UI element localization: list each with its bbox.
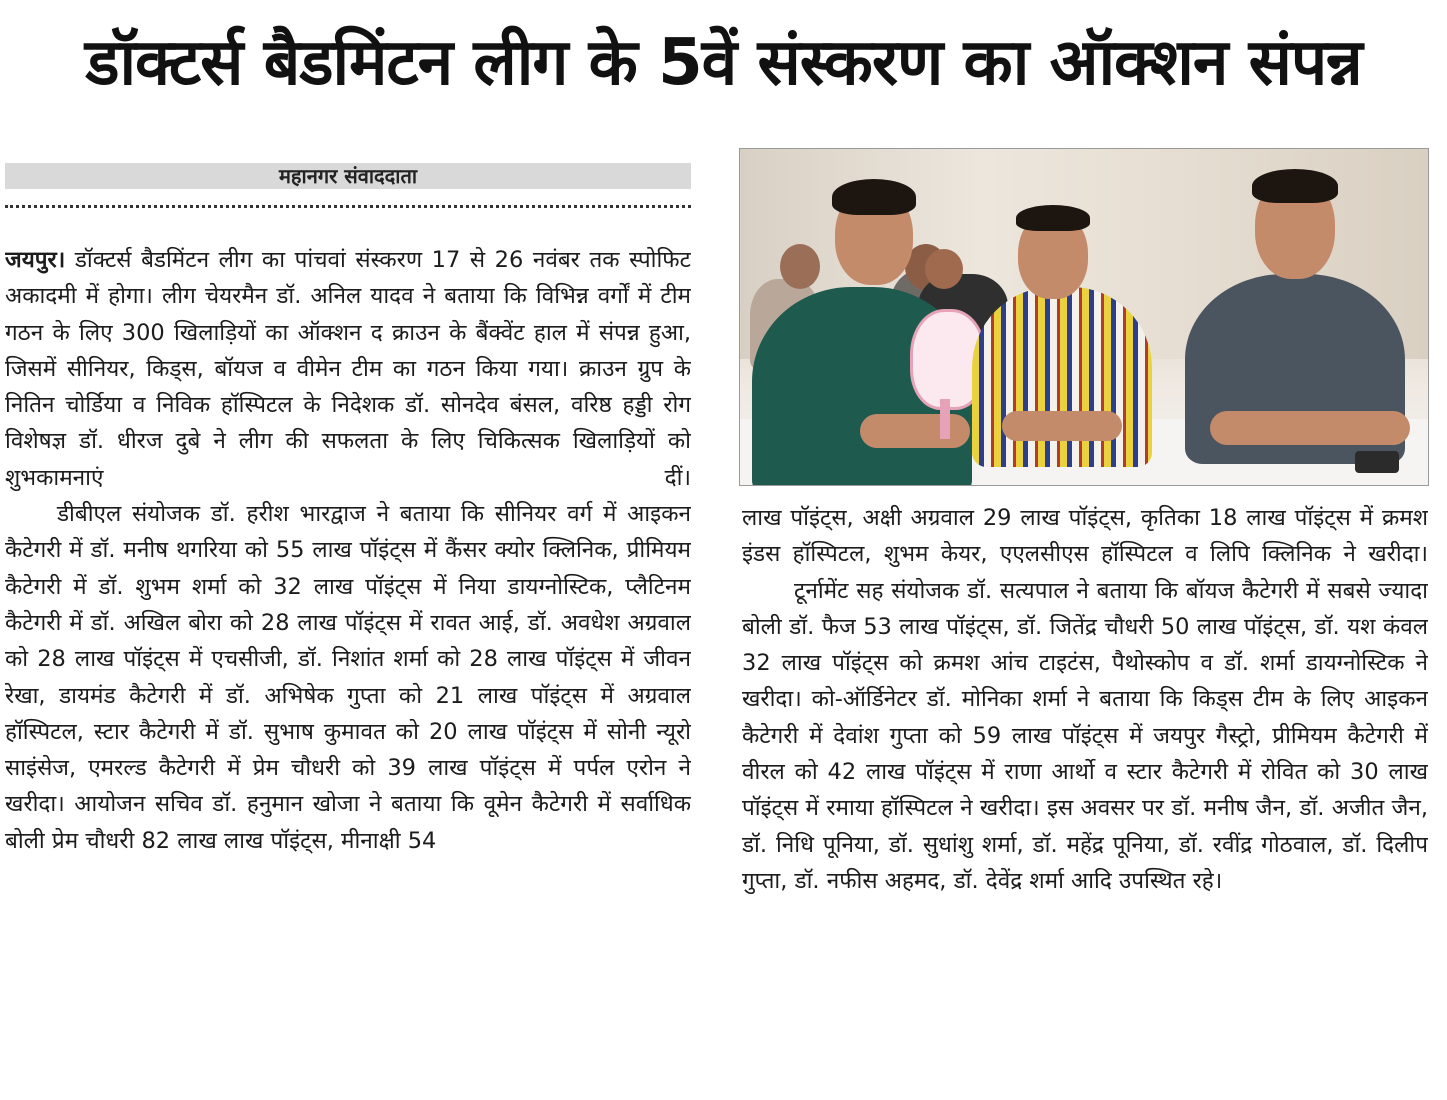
photo-person-arm bbox=[1210, 411, 1410, 445]
photo-background-person bbox=[780, 244, 820, 289]
news-photo bbox=[739, 148, 1429, 486]
dotted-divider bbox=[5, 205, 691, 208]
paragraph-intro bbox=[5, 242, 691, 496]
dateline: जयपुर। bbox=[5, 247, 66, 273]
article-column-left bbox=[5, 242, 691, 1092]
paragraph-intro-text: डॉक्टर्स बैडमिंटन लीग का पांचवां संस्करण 17 से 26 नवंबर तक स्पोफिट अकादमी में होगा। लीग चेयरमैन डॉ. अनिल यादव ने बताया कि विभिन्न वर्गों में टीम गठन के लिए 300 खिलाड़ियों का ऑक्शन द क्राउन के बैंक्वेंट हाल में संपन्न हुआ, जिसमें सीनियर, किड्स, बॉयज व वीमेन टीम का गठन किया गया। क्राउन ग्रुप के नितिन चोर्डिया व निविक हॉस्पिटल के निदेशक डॉ. सोनदेव बंसल, वरिष्ठ हड्डी रोग विशेषज्ञ डॉ. धीरज दुबे ने लीग की सफलता के लिए चिकित्सक खिलाड़ियों को शुभकामनाएं दीं। bbox=[5, 247, 691, 491]
photo-background-person bbox=[925, 249, 963, 289]
photo-person-arm bbox=[1002, 411, 1122, 441]
photo-person-hair bbox=[1252, 169, 1338, 203]
photo-person-hair bbox=[832, 179, 916, 215]
byline: महानगर संवाददाता bbox=[5, 163, 691, 189]
paragraph-boys-kids-auction: टूर्नामेंट सह संयोजक डॉ. सत्यपाल ने बताया कि बॉयज कैटेगरी में सबसे ज्यादा बोली डॉ. फैज 53 लाख पॉइंट्स, डॉ. जितेंद्र चौधरी 50 लाख पॉइंट्स, डॉ. यश कंवल 32 लाख पॉइंट्स को क्रमश आंच टाइटंस, पैथोस्कोप व डॉ. शर्मा डायग्नोस्टिक ने खरीदा। को-ऑर्डिनेटर डॉ. मोनिका शर्मा ने बताया कि किड्स टीम के लिए आइकन कैटेगरी में देवांश गुप्ता को 59 लाख पॉइंट्स में जयपुर गैस्ट्रो, प्रीमियम कैटेगरी में वीरल को 42 लाख पॉइंट्स में राणा आर्थो व स्टार कैटेगरी में रोवित को 30 लाख पॉइंट्स में रमाया हॉस्पिटल ने खरीदा। इस अवसर पर डॉ. मनीष जैन, डॉ. अजीत जैन, डॉ. निधि पूनिया, डॉ. सुधांशु शर्मा, डॉ. महेंद्र पूनिया, डॉ. रवींद्र गोठवाल, डॉ. दिलीप गुप्ता, डॉ. नफीस अहमद, डॉ. देवेंद्र शर्मा आदि उपस्थित रहे। bbox=[742, 577, 1428, 894]
photo-phone bbox=[1355, 451, 1399, 473]
article-column-right bbox=[742, 500, 1428, 1090]
paragraph-women-continued: लाख पॉइंट्स, अक्षी अग्रवाल 29 लाख पॉइंट्स, कृतिका 18 लाख पॉइंट्स में क्रमश इंडस हॉस्पिटल, शुभम केयर, एएलसीएस हॉस्पिटल व लिपि क्लिनिक ने खरीदा। bbox=[742, 505, 1428, 568]
photo-person-hair bbox=[1016, 205, 1090, 231]
headline: डॉक्टर्स बैडमिंटन लीग के 5वें संस्करण का ऑक्शन संपन्न bbox=[85, 26, 1362, 100]
paragraph-senior-auction: डीबीएल संयोजक डॉ. हरीश भारद्वाज ने बताया कि सीनियर वर्ग में आइकन कैटेगरी में डॉ. मनीष थगरिया को 55 लाख पॉइंट्स में कैंसर क्योर क्लिनिक, प्रीमियम कैटेगरी में डॉ. शुभम शर्मा को 32 लाख पॉइंट्स में निया डायग्नोस्टिक, प्लैटिनम कैटेगरी में डॉ. अखिल बोरा को 28 लाख पॉइंट्स में रावत आई, डॉ. अवधेश अग्रवाल को 28 लाख पॉइंट्स में एचसीजी, डॉ. निशांत शर्मा को 28 लाख पॉइंट्स में जीवन रेखा, डायमंड कैटेगरी में डॉ. अभिषेक गुप्ता को 21 लाख पॉइंट्स में अग्रवाल हॉस्पिटल, स्टार कैटेगरी में डॉ. सुभाष कुमावत को 20 लाख पॉइंट्स में सोनी न्यूरो साइंसेज, एमरल्ड कैटेगरी में प्रेम चौधरी को 39 लाख पॉइंट्स में पर्पल एरोन ने खरीदा। आयोजन सचिव डॉ. हनुमान खोजा ने बताया कि वूमेन कैटेगरी में सर्वाधिक बोली प्रेम चौधरी 82 लाख लाख पॉइंट्स, मीनाक्षी 54 bbox=[5, 501, 691, 854]
photo-person-arm bbox=[860, 414, 970, 448]
photo-paddle-handle bbox=[940, 399, 950, 439]
